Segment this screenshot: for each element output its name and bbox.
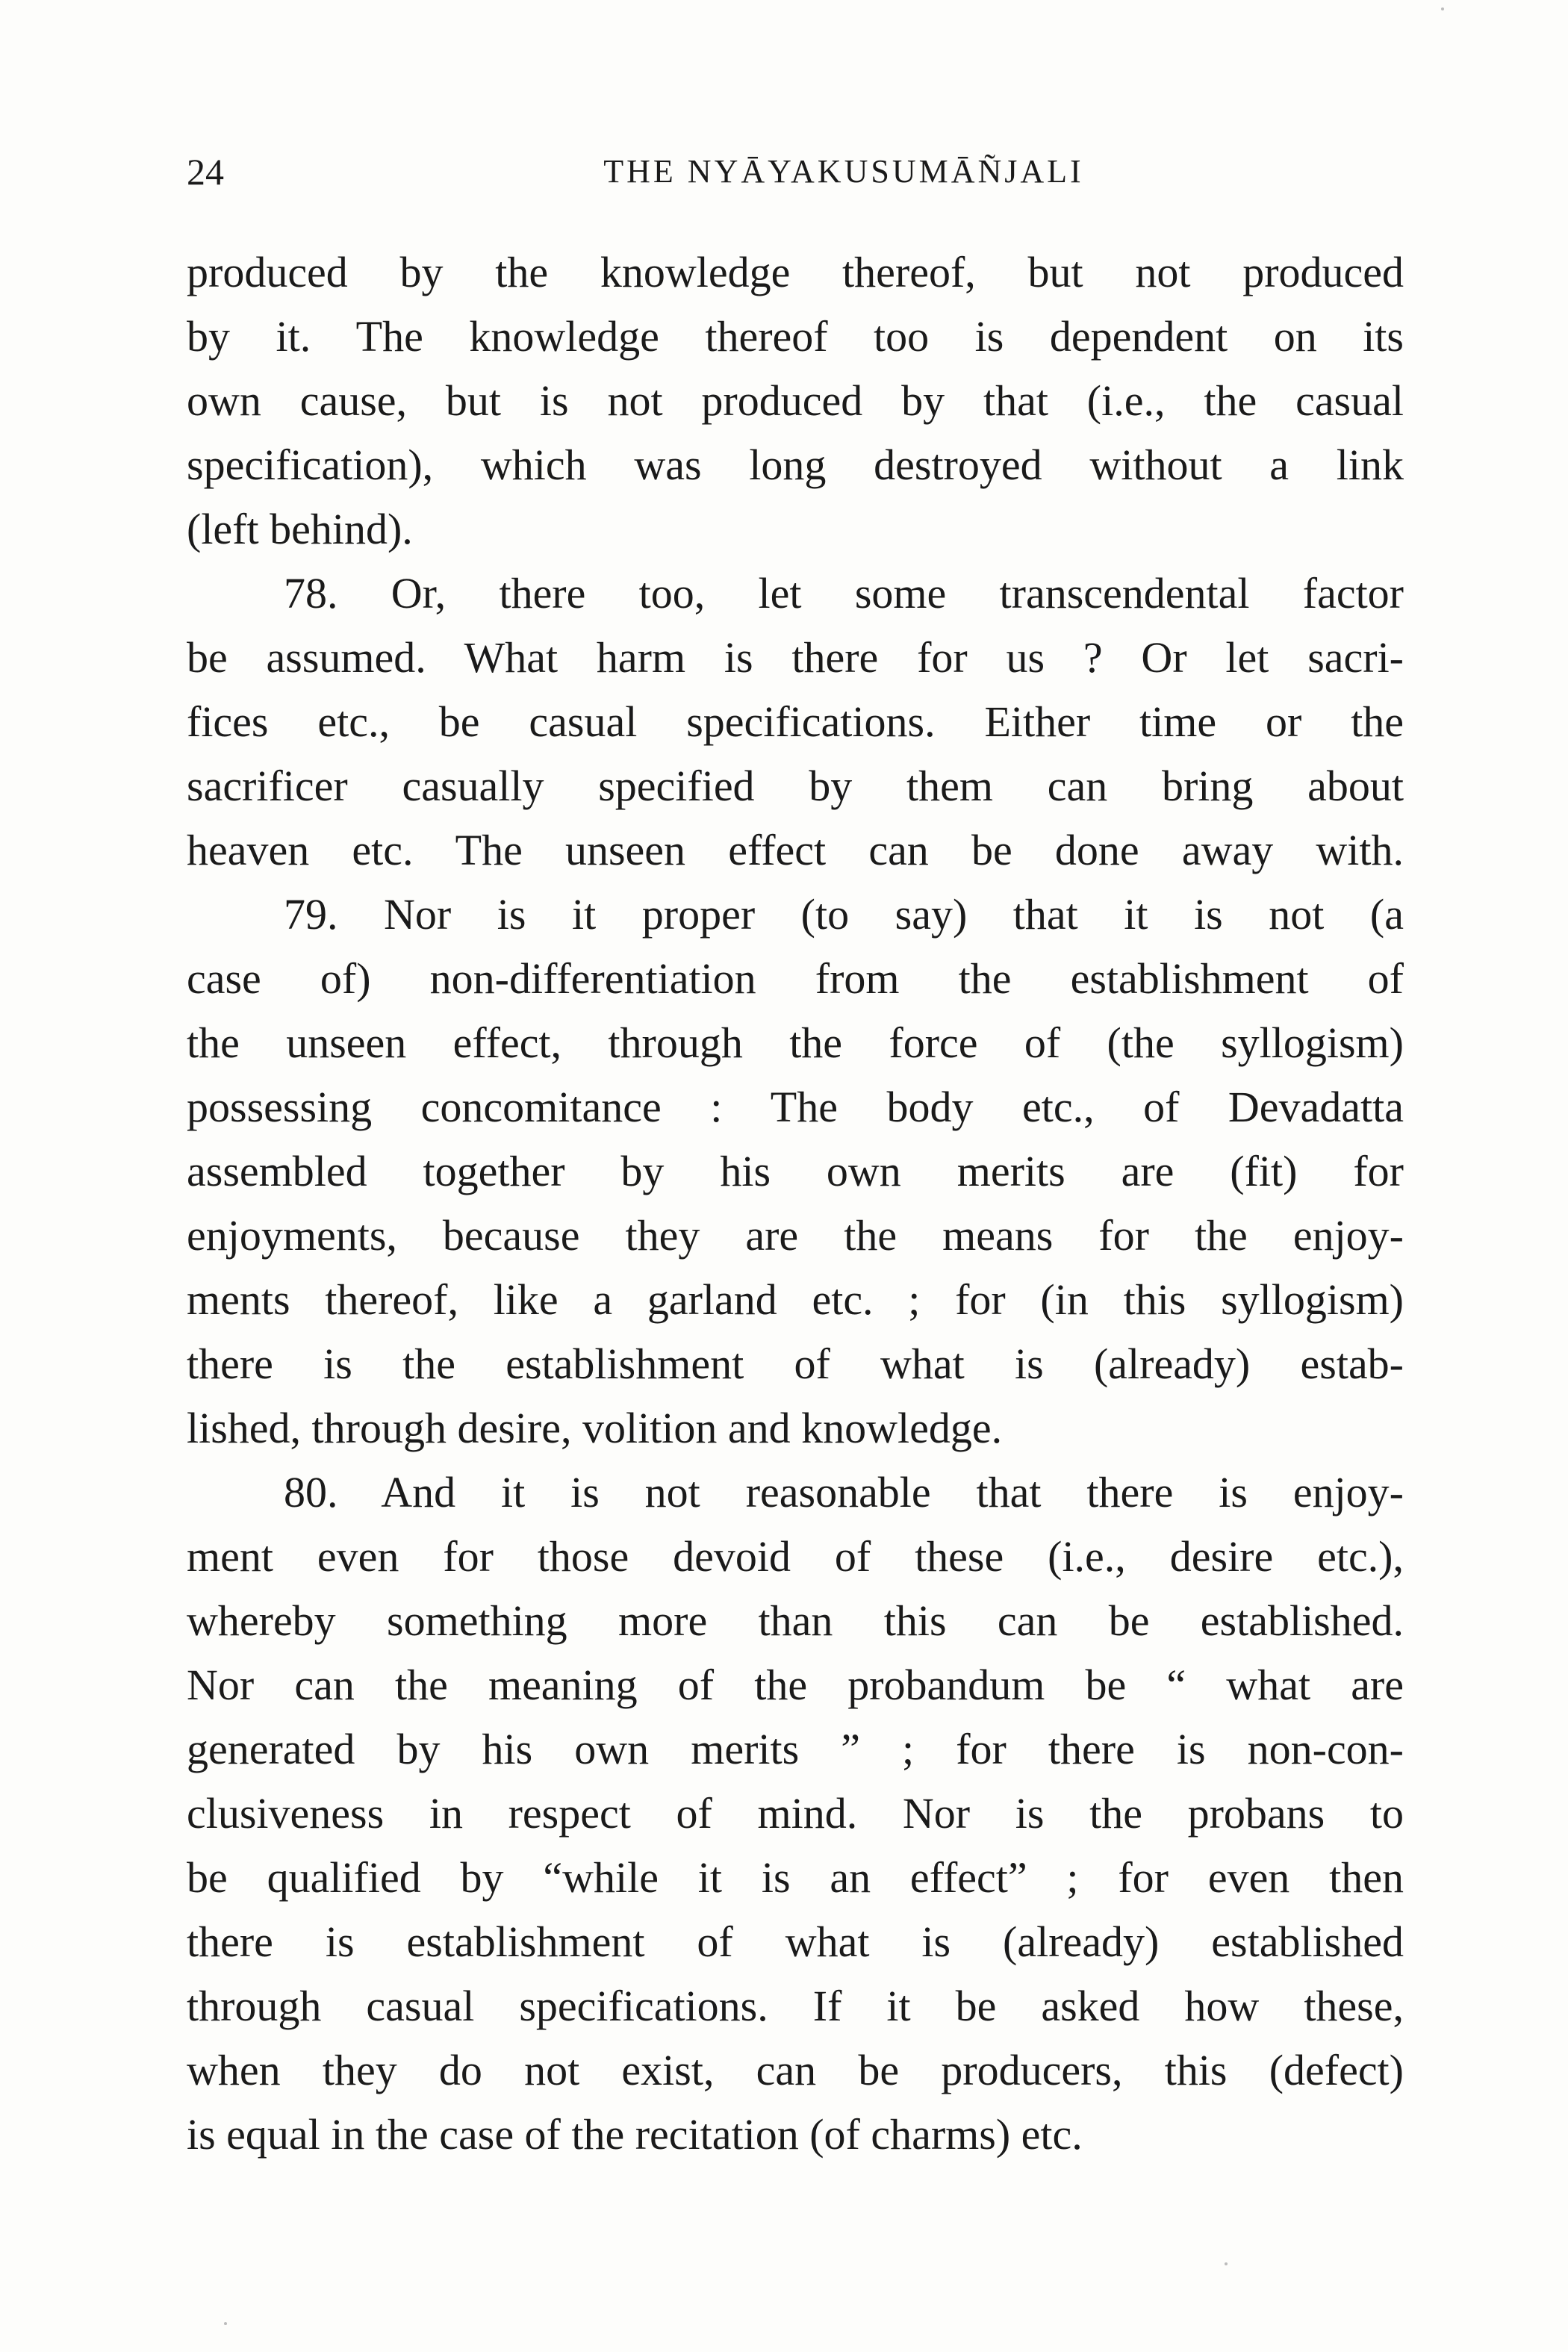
text-line: be qualified by “while it is an effect” ; for even then <box>187 1853 1404 1902</box>
text-line: clusiveness in respect of mind. Nor is the probans to <box>187 1789 1404 1838</box>
text-line: fices etc., be casual specifications. Either time or the <box>187 697 1404 746</box>
text-line: sacrificer casually specified by them can bring about <box>187 762 1404 810</box>
text-line: heaven etc. The unseen effect can be done away with. <box>187 826 1404 874</box>
page-header <box>187 142 1411 202</box>
text-line: be assumed. What harm is there for us ? Or let sacri- <box>187 633 1404 682</box>
text-line: assembled together by his own merits are (fit) for <box>187 1147 1404 1195</box>
body-text <box>187 240 1404 2167</box>
paragraph-79-start: 79. Nor is it proper (to say) that it is not (a <box>284 890 1404 939</box>
paragraph-80-start: 80. And it is not reasonable that there is enjoy- <box>284 1468 1404 1516</box>
text-line: is equal in the case of the recitation (of charms) etc. <box>187 2110 1083 2159</box>
text-line: when they do not exist, can be producers, this (defect) <box>187 2046 1404 2094</box>
text-line: Nor can the meaning of the probandum be “ what are <box>187 1661 1404 1709</box>
text-line: generated by his own merits ” ; for there is non-con- <box>187 1725 1404 1773</box>
paper-speck <box>1441 7 1444 10</box>
text-line: whereby something more than this can be established. <box>187 1596 1404 1645</box>
text-line: there is the establishment of what is (already) estab- <box>187 1340 1404 1388</box>
text-line: there is establishment of what is (already) established <box>187 1917 1404 1966</box>
text-line: enjoyments, because they are the means for the enjoy- <box>187 1211 1404 1260</box>
text-line: by it. The knowledge thereof too is dependent on its <box>187 312 1404 361</box>
page-number: 24 <box>187 151 224 193</box>
text-line: produced by the knowledge thereof, but not produced <box>187 248 1404 296</box>
running-title: THE NYĀYAKUSUMĀÑJALI <box>603 153 1084 190</box>
paragraph-78-start: 78. Or, there too, let some transcendental factor <box>284 569 1404 617</box>
paper-speck <box>1225 2262 1228 2265</box>
text-line: ment even for those devoid of these (i.e., desire etc.), <box>187 1532 1404 1581</box>
text-line: lished, through desire, volition and knowledge. <box>187 1404 1003 1452</box>
text-line: (left behind). <box>187 505 413 553</box>
text-line: case of) non-differentiation from the establishment of <box>187 954 1404 1003</box>
text-line: own cause, but is not produced by that (i.e., the casual <box>187 376 1404 425</box>
text-line: specification), which was long destroyed without a link <box>187 441 1404 489</box>
text-line: through casual specifications. If it be asked how these, <box>187 1982 1404 2030</box>
text-line: ments thereof, like a garland etc. ; for (in this syllogism) <box>187 1275 1404 1324</box>
paper-speck <box>224 2322 227 2325</box>
text-line: the unseen effect, through the force of (the syllogism) <box>187 1018 1404 1067</box>
text-line: possessing concomitance : The body etc., of Devadatta <box>187 1083 1404 1131</box>
